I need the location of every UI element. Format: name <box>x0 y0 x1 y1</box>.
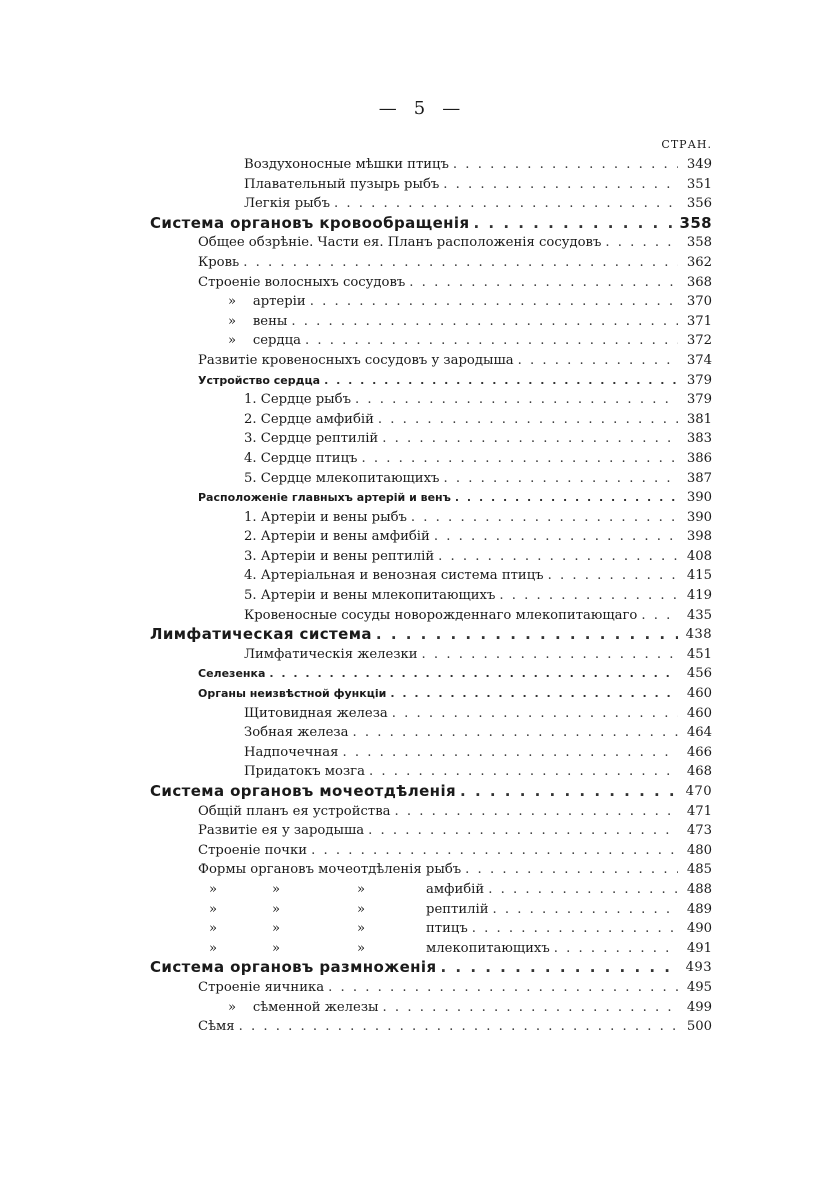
toc-subsection-heading: Расположеніе главныхъ артерій и венъ . . . 390 <box>150 488 712 508</box>
toc-entry: 3. Сердце рептилій . . . 383 <box>150 429 712 449</box>
toc-entry: Кровь . . . 362 <box>150 253 712 273</box>
toc-entry: Сѣмя . . . 500 <box>150 1017 712 1037</box>
toc-section-heading: Система органовъ размноженія . . . 493 <box>150 958 712 978</box>
toc-entry: Развитіе кровеносныхъ сосудовъ у зародыша . . . 374 <box>150 351 712 371</box>
toc-entry: Надпочечная . . . 466 <box>150 743 712 763</box>
toc-entry: » сердца . . . 372 <box>150 331 712 351</box>
toc-entry: Кровеносные сосуды новорожденнаго млекопитающаго . . . 435 <box>150 606 712 626</box>
toc-entry: Строеніе почки . . . 480 <box>150 841 712 861</box>
toc-entry: 4. Сердце птицъ . . . 386 <box>150 449 712 469</box>
toc-entry: 1. Артеріи и вены рыбъ . . . 390 <box>150 508 712 528</box>
toc-entry: » » » амфибій . . . 488 <box>150 880 712 900</box>
toc-entry: 5. Артеріи и вены млекопитающихъ . . . 419 <box>150 586 712 606</box>
toc-entry: 3. Артеріи и вены рептилій . . . 408 <box>150 547 712 567</box>
toc-entry: Зобная железа . . . 464 <box>150 723 712 743</box>
toc-entry: Строеніе волосныхъ сосудовъ . . . 368 <box>150 273 712 293</box>
toc-subsection-heading: Селезенка . . . 456 <box>150 664 712 684</box>
toc-entry: Общее обзрѣніе. Части ея. Планъ расположенія сосудовъ . . . 358 <box>150 233 712 253</box>
toc-entry: Лимфатическія железки . . . 451 <box>150 645 712 665</box>
toc-entry: Придатокъ мозга . . . 468 <box>150 762 712 782</box>
toc-subsection-heading: Органы неизвѣстной функціи . . . 460 <box>150 684 712 704</box>
toc-entry: » вены . . . 371 <box>150 312 712 332</box>
toc-subsection-heading: Устройство сердца . . . 379 <box>150 371 712 391</box>
toc-section-heading: Система органовъ мочеотдѣленія . . . 470 <box>150 782 712 802</box>
toc-entry: Воздухоносные мѣшки птицъ . . . 349 <box>150 155 712 175</box>
toc-entry: Щитовидная железа . . . 460 <box>150 704 712 724</box>
toc-entry: 2. Сердце амфибій . . . 381 <box>150 410 712 430</box>
toc-entry: Легкія рыбъ . . . 356 <box>150 194 712 214</box>
page-number <box>0 98 840 119</box>
toc-entry: » сѣменной железы . . . 499 <box>150 998 712 1018</box>
toc-entry: Формы органовъ мочеотдѣленія рыбъ . . . 485 <box>150 860 712 880</box>
toc-entry: 4. Артеріальная и венозная система птицъ . . . 415 <box>150 566 712 586</box>
toc-section-heading: Лимфатическая система . . . 438 <box>150 625 712 645</box>
page-dash-right: — <box>442 98 462 119</box>
toc-entry: Развитіе ея у зародыша . . . 473 <box>150 821 712 841</box>
page-dash-left: — <box>378 98 398 119</box>
toc-entry: » » » млекопитающихъ . . . 491 <box>150 939 712 959</box>
toc-entry: 1. Сердце рыбъ . . . 379 <box>150 390 712 410</box>
toc-entry: » артеріи . . . 370 <box>150 292 712 312</box>
page-number-value: 5 <box>413 98 427 119</box>
toc-entry: Строеніе яичника . . . 495 <box>150 978 712 998</box>
toc-section-heading: Система органовъ кровообращенія . . . 358 <box>150 214 712 234</box>
toc-entry: 2. Артеріи и вены амфибій . . . 398 <box>150 527 712 547</box>
toc-entry: Плавательный пузырь рыбъ . . . 351 <box>150 175 712 195</box>
toc-entry: Общій планъ ея устройства . . . 471 <box>150 802 712 822</box>
toc-entry: » » » рептилій . . . 489 <box>150 900 712 920</box>
table-of-contents <box>150 155 712 1037</box>
toc-entry: 5. Сердце млекопитающихъ . . . 387 <box>150 469 712 489</box>
toc-entry: » » » птицъ . . . 490 <box>150 919 712 939</box>
page-column-header: СТРАН. <box>661 138 712 151</box>
